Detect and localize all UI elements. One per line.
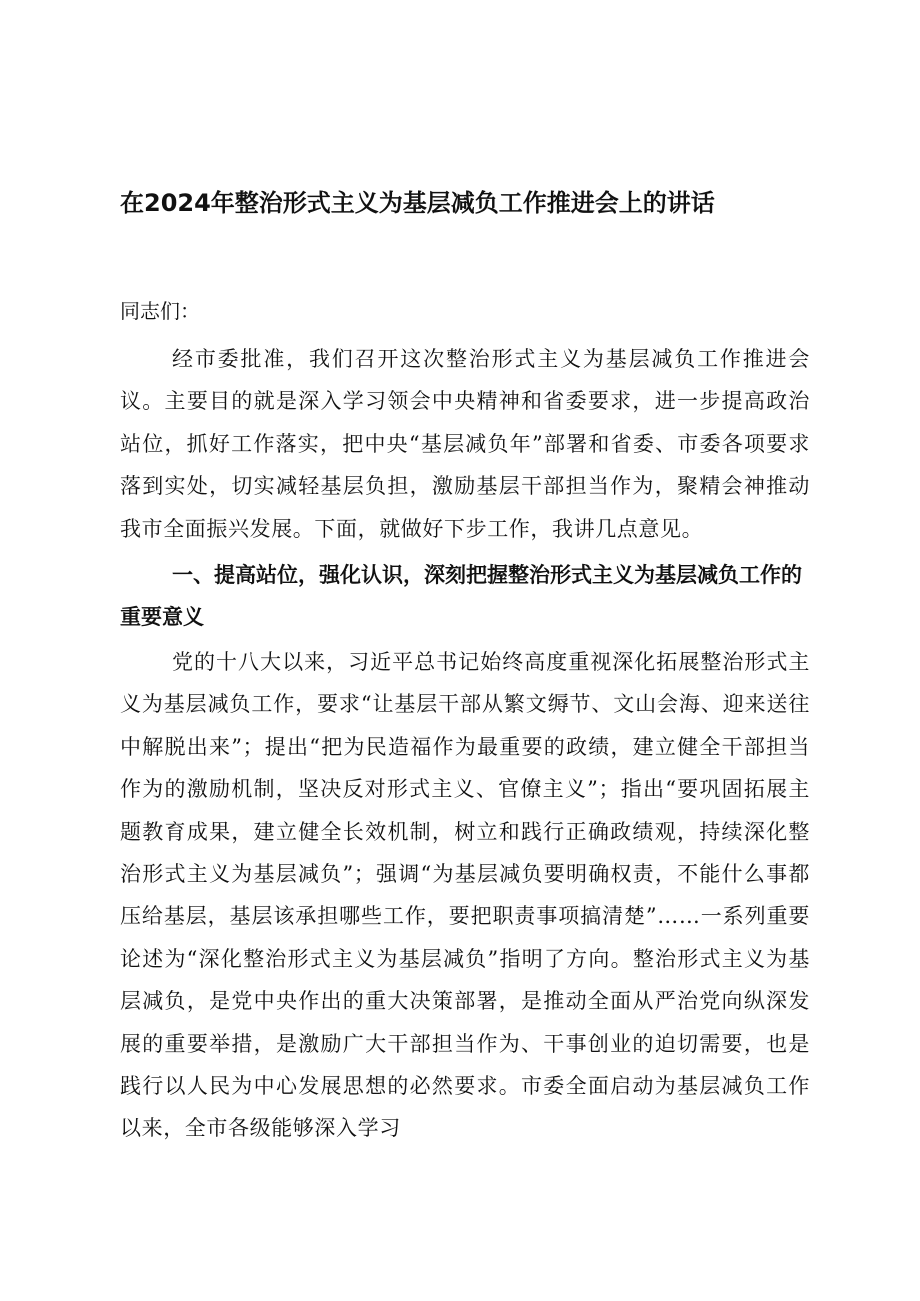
greeting: 同志们：: [120, 299, 200, 323]
paragraph-intro: 经市委批准，我们召开这次整治形式主义为基层减负工作推进会议。主要目的就是深入学习领会中央精神和省委要求，进一步提高政治站位，抓好工作落实，把中央“基层减负年”部署和省委、市委各项要求落到实处，切实减轻基层负担，激励基层干部担当作为，聚精会神推动我市全面振兴发展。下面，就做好下步工作，我讲几点意见。: [120, 347, 810, 541]
paragraph-section-1: 党的十八大以来，习近平总书记始终高度重视深化拓展整治形式主义为基层减负工作，要求“让基层干部从繁文缛节、文山会海、迎来送往中解脱出来”；提出“把为民造福作为最重要的政绩，建立健全干部担当作为的激励机制，坚决反对形式主义、官僚主义”；指出“要巩固拓展主题教育成果，建立健全长效机制，树立和践行正确政绩观，持续深化整治形式主义为基层减负”；强调“为基层减负要明确权责，不能什么事都压给基层，基层该承担哪些工作，要把职责事项搞清楚”……一系列重要论述为“深化整治形式主义为基层减负”指明了方向。整治形式主义为基层减负，是党中央作出的重大决策部署，是推动全面从严治党向纵深发展的重要举措，是激励广大干部担当作为、干事创业的迫切需要，也是践行以人民为中心发展思想的必然要求。市委全面启动为基层减负工作以来，全市各级能够深入学习: [120, 650, 810, 1141]
section-heading-1: 一、提高站位，强化认识，深刻把握整治形式主义为基层减负工作的重要意义: [120, 563, 802, 630]
document-title: 在2024年整治形式主义为基层减负工作推进会上的讲话: [120, 189, 715, 217]
